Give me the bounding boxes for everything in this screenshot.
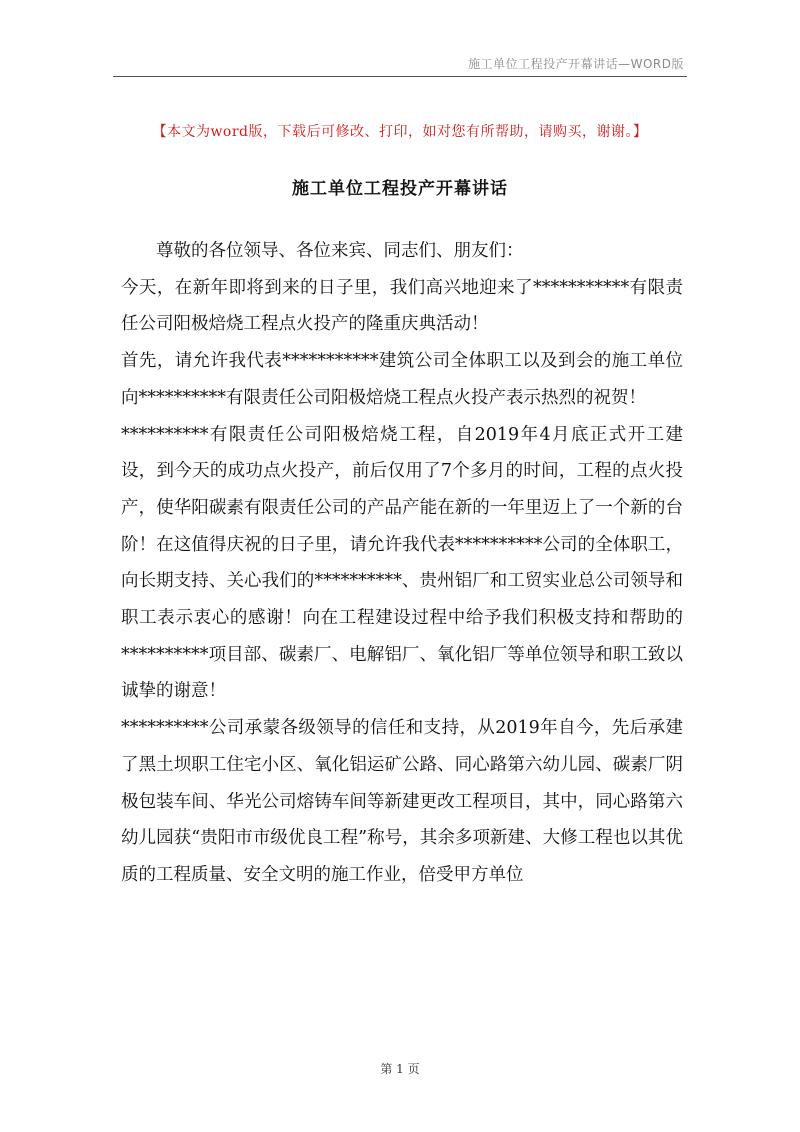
body-paragraph-3: **********有限责任公司阳极焙烧工程，自2019年4月底正式开工建设，到今天的成功点火投产，前后仅用了7个多月的时间，工程的点火投产，使华阳碳素有限责任公司的产品产能在新的一年里迈上了一个新的台阶！在这值得庆祝的日子里，请允许我代表**********公司的全体职工，向长期支持、关心我们的**********、贵州铝厂和工贸实业总公司领导和职工表示衷心的感谢！向在工程建设过程中给予我们积极支持和帮助的**********项目部、碳素厂、电解铝厂、氧化铝厂等单位领导和职工致以诚挚的谢意！ — [121, 424, 683, 702]
page-title: 施工单位工程投产开幕讲话 — [292, 179, 508, 199]
body-paragraph-2: 首先，请允许我代表***********建筑公司全体职工以及到会的施工单位向**********有限责任公司阳极焙烧工程点火投产表示热烈的祝贺！ — [121, 351, 683, 408]
body-paragraph-4: **********公司承蒙各级领导的信任和支持，从2019年自今，先后承建了黑土坝职工住宅小区、氧化铝运矿公路、同心路第六幼儿园、碳素厂阴极包装车间、华光公司熔铸车间等新建更改工程项目，其中，同心路第六幼儿园获“贵阳市市级优良工程”称号，其余多项新建、大修工程也以其优质的工程质量、安全文明的施工作业，倍受甲方单位 — [121, 718, 683, 885]
running-header: 施工单位工程投产开幕讲话—WORD版 — [468, 57, 684, 71]
header-divider — [113, 76, 687, 77]
body-paragraph-1: 今天，在新年即将到来的日子里，我们高兴地迎来了***********有限责任公司阳极焙烧工程点火投产的隆重庆典活动！ — [121, 277, 683, 335]
document-body — [121, 233, 683, 894]
salutation-paragraph: 尊敬的各位领导、各位来宾、同志们、朋友们： — [156, 241, 524, 261]
purchase-notice: 【本文为word版，下载后可修改、打印，如对您有所帮助，请购买，谢谢。】 — [152, 124, 648, 140]
page-number: 第 1 页 — [380, 1062, 420, 1076]
